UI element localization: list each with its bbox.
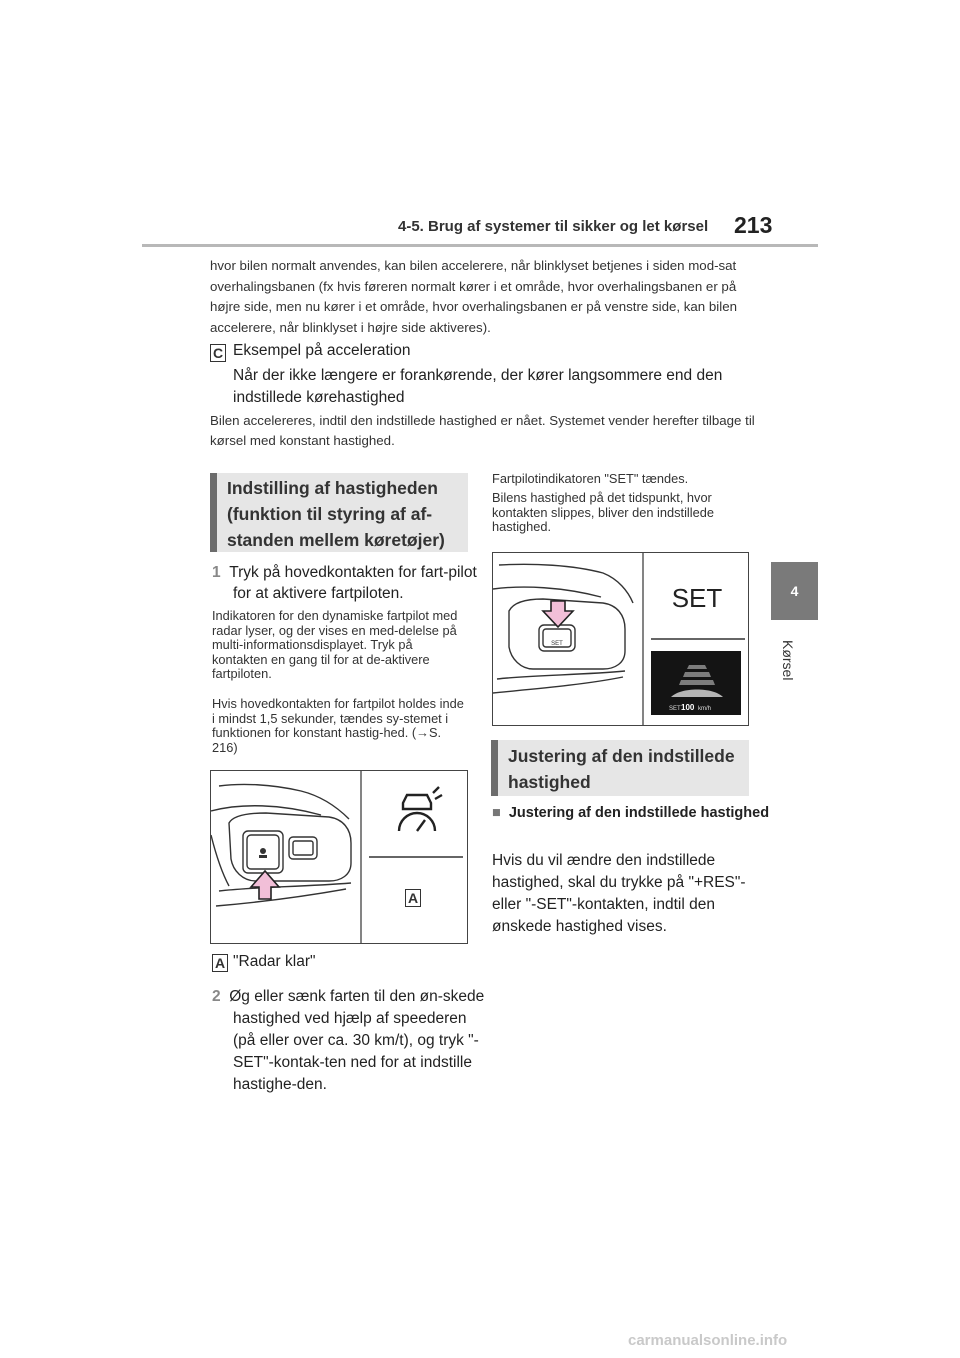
step-2-number: 2 xyxy=(212,988,221,1005)
figure-set-switch xyxy=(492,552,749,726)
radar-cruise-icon xyxy=(399,787,442,831)
footer-watermark: carmanualsonline.info xyxy=(628,1332,788,1349)
section-title: 4-5. Brug af systemer til sikker og let kørsel xyxy=(398,218,709,235)
page-number: 213 xyxy=(734,212,773,238)
example-label: C xyxy=(210,344,226,362)
step-1-note-2: Hvis hovedkontakten for fartpilot holdes inde i mindst 1,5 sekunder, tændes sy-stemet i funktionen for konstant hastig-hed. (→S. 216) xyxy=(212,696,464,755)
step-2-text: Øg eller sænk farten til den øn-skede hastighed ved hjælp af speederen (på eller over ca. 30 km/t), og tryk "-SET"-kontak-ten ned for at indstille hastighe-den. xyxy=(229,988,485,1093)
intro-paragraph: hvor bilen normalt anvendes, kan bilen accelerere, når blinklyset betjenes i siden mod-sat overhalingsbanen (fx hvis føreren normalt kører i et område, hvor overhalingsbanen er på højre side, men nu kører i et område, hvor overhalingsbanen er på venstre side, kan bilen accelerere, når blinklyset i højre side aktiveres). xyxy=(210,258,737,335)
example-note: Bilen accelereres, indtil den indstillede hastighed er nået. Systemet vender herefter tilbage til kørsel med konstant hastighed. xyxy=(210,413,755,448)
set-switch-illustration xyxy=(493,553,748,725)
figure-label-a: A xyxy=(405,889,421,907)
radar-label: A xyxy=(212,954,228,972)
step-1-number: 1 xyxy=(212,564,221,581)
chapter-tab: 4 xyxy=(771,562,818,620)
example-body: Når der ikke længere er forankørende, der kører langsommere end den indstillede kørehastighed xyxy=(233,367,723,406)
set-indicator-note: Fartpilotindikatoren "SET" tændes. xyxy=(492,471,689,486)
section-heading-adjust-speed: Justering af den indstillede hastighed xyxy=(491,740,749,796)
example-title: Eksempel på acceleration xyxy=(233,342,411,359)
adjust-speed-body: Hvis du vil ændre den indstillede hastighed, skal du trykke på "+RES"- eller "-SET"-kontakten, indtil den ønskede hastighed vises. xyxy=(492,852,746,935)
down-arrow xyxy=(543,601,573,627)
subheading-adjust-speed xyxy=(492,803,773,824)
set-indicator-text: SET xyxy=(671,583,723,613)
square-bullet-icon: ■ xyxy=(492,805,501,821)
chapter-label: Kørsel xyxy=(780,640,796,681)
subheading-text: Justering af den indstillede hastighed xyxy=(508,805,770,821)
header-divider xyxy=(142,244,818,247)
switch-set-label: SET xyxy=(551,641,563,647)
display-set-label: SET xyxy=(669,706,681,712)
step-1-note-1: Indikatoren for den dynamiske fartpilot med radar lyser, og der vises en med-delelse på multi-informationsdisplayet. Tryk på kontakten en gang til for at de-aktivere fartpiloten. xyxy=(212,608,458,681)
step-1 xyxy=(212,562,491,604)
step-1-text: Tryk på hovedkontakten for fart-pilot for at aktivere fartpiloten. xyxy=(229,564,477,602)
steering-switch-illustration xyxy=(211,771,467,943)
display-speed: 100 xyxy=(681,703,695,712)
radar-text: "Radar klar" xyxy=(233,953,316,970)
figure-main-switch xyxy=(210,770,468,944)
display-unit: km/h xyxy=(698,706,712,712)
up-arrow xyxy=(251,871,279,899)
step-2 xyxy=(212,986,488,1096)
set-speed-note: Bilens hastighed på det tidspunkt, hvor kontakten slippes, bliver den indstillede hastighed. xyxy=(492,490,714,534)
section-heading-speed-setting: Indstilling af hastigheden (funktion til styring af af-standen mellem køretøjer) xyxy=(210,473,468,552)
